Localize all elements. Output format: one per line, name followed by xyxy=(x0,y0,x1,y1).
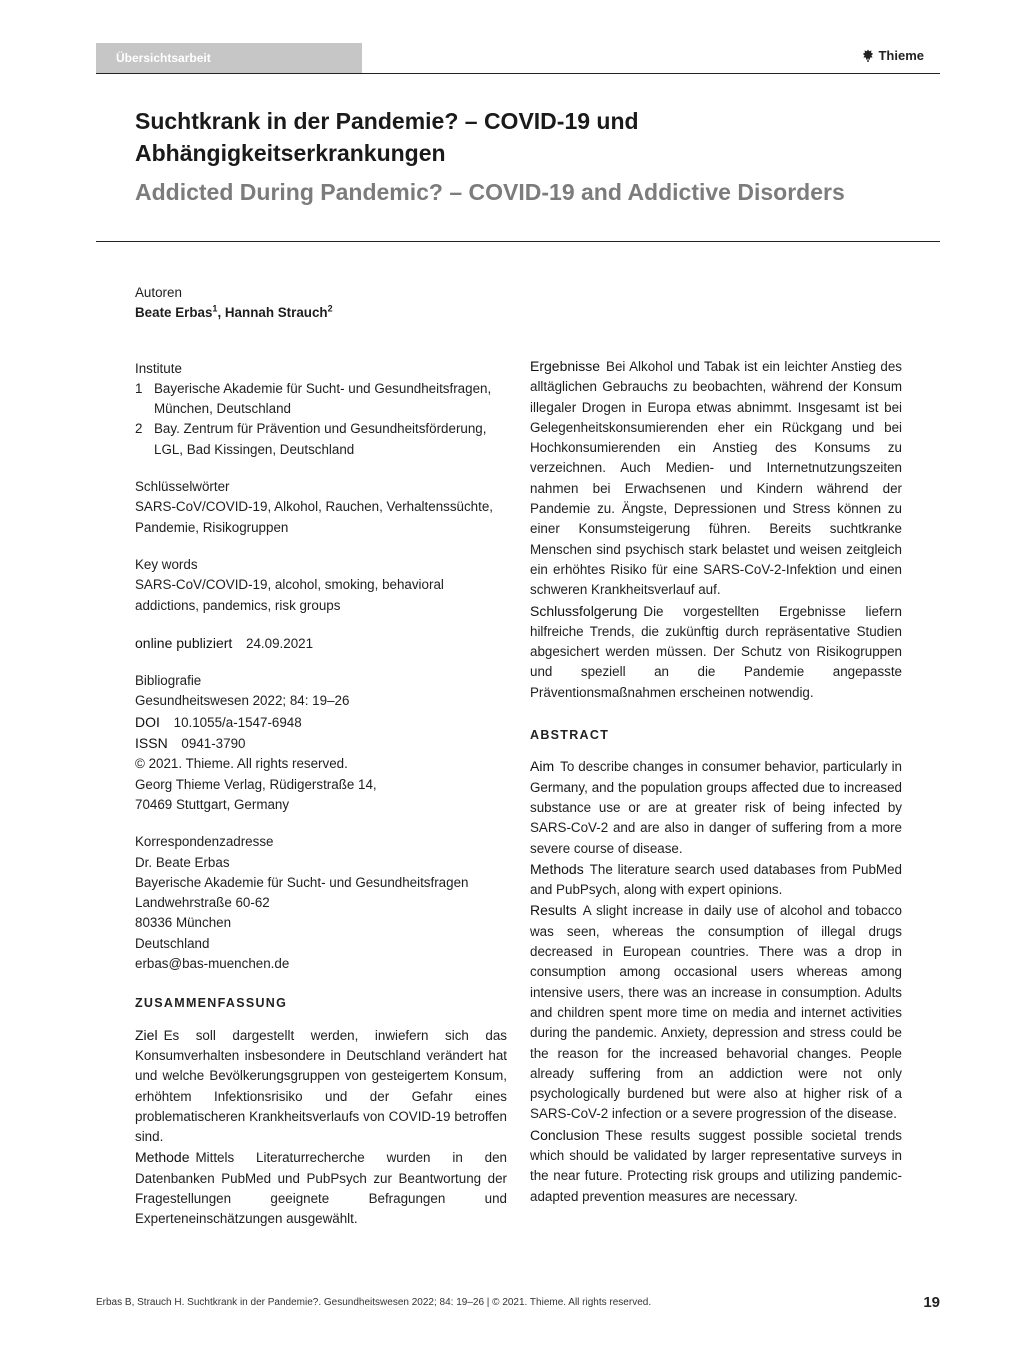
author-separator: , xyxy=(217,305,225,321)
keywords-de-text: SARS-CoV/COVID-19, Alkohol, Rauchen, Verhaltenssüchte, Pandemie, Risikogruppen xyxy=(135,499,494,535)
zusammenfassung-schlussfolgerung xyxy=(530,601,902,703)
zusammenfassung-ergebnisse xyxy=(530,356,902,601)
correspondence-street: Landwehrstraße 60-62 xyxy=(135,895,270,911)
online-label: online publiziert xyxy=(135,634,233,651)
keywords-de-label: Schlüsselwörter xyxy=(135,479,230,495)
methods-text: The literature search used databases from PubMed and PubPsych, along with expert opinions. xyxy=(530,861,902,898)
methode-label: Methode xyxy=(135,1149,190,1166)
bibliography-journal: Gesundheitswesen 2022; 84: 19–26 xyxy=(135,693,350,709)
aim-text: To describe changes in consumer behavior, particularly in Germany, and the population groups affected due to increased substance use or are at greater risk of being infected by SARS-CoV-2 and are also in danger of suffering from a more severe course of disease. xyxy=(530,759,902,856)
abstract-aim xyxy=(530,756,902,858)
ergebnisse-label: Ergebnisse xyxy=(530,358,601,374)
institute-item xyxy=(135,379,507,420)
footer-citation: Erbas B, Strauch H. Suchtkrank in der Pandemie?. Gesundheitswesen 2022; 84: 19–26 | © 2021. Thieme. All rights reserved. xyxy=(96,1297,652,1308)
keywords-en-text: SARS-CoV/COVID-19, alcohol, smoking, behavioral addictions, pandemics, risk groups xyxy=(135,577,444,613)
doi-label: DOI xyxy=(135,713,160,730)
correspondence-name: Dr. Beate Erbas xyxy=(135,854,230,870)
institute-text: Bayerische Akademie für Sucht- und Gesundheitsfragen, München, Deutschland xyxy=(154,380,492,417)
correspondence-email[interactable]: erbas@bas-muenchen.de xyxy=(135,956,290,972)
doi-value: 10.1055/a-1547-6948 xyxy=(173,714,302,730)
article-title-german: Suchtkrank in der Pandemie? – COVID-19 und Abhängigkeitserkrankungen xyxy=(135,108,639,166)
ziel-label: Ziel xyxy=(135,1026,158,1043)
publisher-logo xyxy=(862,48,924,63)
left-column xyxy=(135,283,507,1230)
zusammenfassung-methode xyxy=(135,1147,507,1229)
title-rule xyxy=(96,241,940,242)
ziel-text: Es soll dargestellt werden, inwiefern sich das Konsumverhalten insbesondere in Deutschland verändert hat und welche Bevölkerungsgruppen von gesteigertem Konsum, erhöhtem Infektionsrisiko und der Gefahr eines problematischeren Krankheitsverlaufs von COVID-19 betroffen sind. xyxy=(135,1027,507,1145)
institute-item xyxy=(135,419,507,460)
methods-label: Methods xyxy=(530,860,584,877)
institute-number: 2 xyxy=(135,421,143,437)
thieme-logo-icon xyxy=(862,49,874,62)
correspondence-label: Korrespondenzadresse xyxy=(135,834,274,850)
keywords-en-label: Key words xyxy=(135,556,198,572)
header-rule xyxy=(96,73,940,74)
correspondence-org: Bayerische Akademie für Sucht- und Gesundheitsfragen xyxy=(135,874,469,890)
author-list xyxy=(135,303,507,323)
author-1: Beate Erbas xyxy=(135,305,213,321)
online-date: 24.09.2021 xyxy=(246,635,314,651)
aim-label: Aim xyxy=(530,758,555,775)
online-published xyxy=(135,633,507,654)
abstract-methods xyxy=(530,859,902,901)
institutes-label: Institute xyxy=(135,360,182,376)
publisher-name: Thieme xyxy=(878,48,924,63)
page-number: 19 xyxy=(923,1294,940,1311)
author-1-affiliation: 1 xyxy=(212,303,218,314)
abstract-conclusion xyxy=(530,1125,902,1207)
author-2: Hannah Strauch xyxy=(224,305,328,321)
article-title-english: Addicted During Pandemic? – COVID-19 and Addictive Disorders xyxy=(135,179,845,205)
methode-text: Mittels Literaturrecherche wurden in den Datenbanken PubMed und PubPsych zur Beantwortung der Fragestellungen geeignete Befragungen und Experteneinschätzungen ausgewählt. xyxy=(135,1150,507,1227)
issn-label: ISSN xyxy=(135,735,168,752)
ergebnisse-text: Bei Alkohol und Tabak ist ein leichter Anstieg des alltäglichen Gebrauchs zu beobachten, während der Konsum illegaler Drogen in Europa etwas abnimmt. Insgesamt ist bei Gelegenheitskonsumierenden eher ein Rückgang und bei Hochkonsumierenden ein Anstieg des Konsums zu verzeichnen. Auch Medien- und Internetnutzungszeiten nahmen bei Erwachsenen und Kindern während der Pandemie zu. Ängste, Depressionen und Stress können zu einer Konsumsteigerung führen. Bereits suchtkranke Menschen sind psychisch stark belastet und weisen zeitgleich ein erhöhtes Risiko für eine SARS-CoV-2-Infektion und einen schweren Krankheitsverlauf auf. xyxy=(530,359,902,598)
conclusion-label: Conclusion xyxy=(530,1126,600,1143)
bibliography-publisher-line2: 70469 Stuttgart, Germany xyxy=(135,796,290,812)
results-text: A slight increase in daily use of alcohol and tobacco was seen, whereas the consumption of illegal drugs decreased in European countries. There was a drop in consumption among occasional users whereas among intensive users, there was an increase in consumption. Adults and children spent more time on media and internet activities during the pandemic. Anxiety, depression and stress could be the reason for the increased behavorial changes. People already suffering from an addiction were not only psychologically burdened but were also at higher risk of a SARS-CoV-2 infection or a severe progression of the disease. xyxy=(530,903,902,1122)
issn-value: 0941-3790 xyxy=(181,736,246,752)
zusammenfassung-ziel xyxy=(135,1025,507,1148)
schlussfolgerung-label: Schlussfolgerung xyxy=(530,602,638,619)
abstract-results xyxy=(530,900,902,1124)
bibliography-copyright: © 2021. Thieme. All rights reserved. xyxy=(135,756,348,772)
bibliography-doi xyxy=(135,712,507,733)
authors-label: Autoren xyxy=(135,285,182,300)
zusammenfassung-heading: ZUSAMMENFASSUNG xyxy=(135,996,288,1011)
results-label: Results xyxy=(530,902,577,919)
right-column xyxy=(530,356,902,1207)
bibliography-issn xyxy=(135,733,507,754)
correspondence-country: Deutschland xyxy=(135,935,210,951)
institute-number: 1 xyxy=(135,380,143,396)
schlussfolgerung-text: Die vorgestellten Ergebnisse liefern hilfreiche Trends, die zukünftig durch repräsentative Studien abgesichert werden müssen. Der Schutz von Risikogruppen und speziell an die Pandemie angepasste Präventionsmaßnahmen erscheinen notwendig. xyxy=(530,603,902,700)
bibliography-label: Bibliografie xyxy=(135,673,202,689)
conclusion-text: These results suggest possible societal trends which should be validated by larger representative surveys in the near future. Protecting risk groups and utilizing pandemic-adapted prevention measures are necessary. xyxy=(530,1127,902,1204)
institute-text: Bay. Zentrum für Prävention und Gesundheitsförderung, LGL, Bad Kissingen, Deutschland xyxy=(154,421,487,457)
bibliography-publisher-line1: Georg Thieme Verlag, Rüdigerstraße 14, xyxy=(135,776,377,792)
abstract-heading: ABSTRACT xyxy=(530,728,610,743)
section-tag: Übersichtsarbeit xyxy=(96,43,362,73)
author-2-affiliation: 2 xyxy=(327,303,333,314)
correspondence-city: 80336 München xyxy=(135,915,232,931)
